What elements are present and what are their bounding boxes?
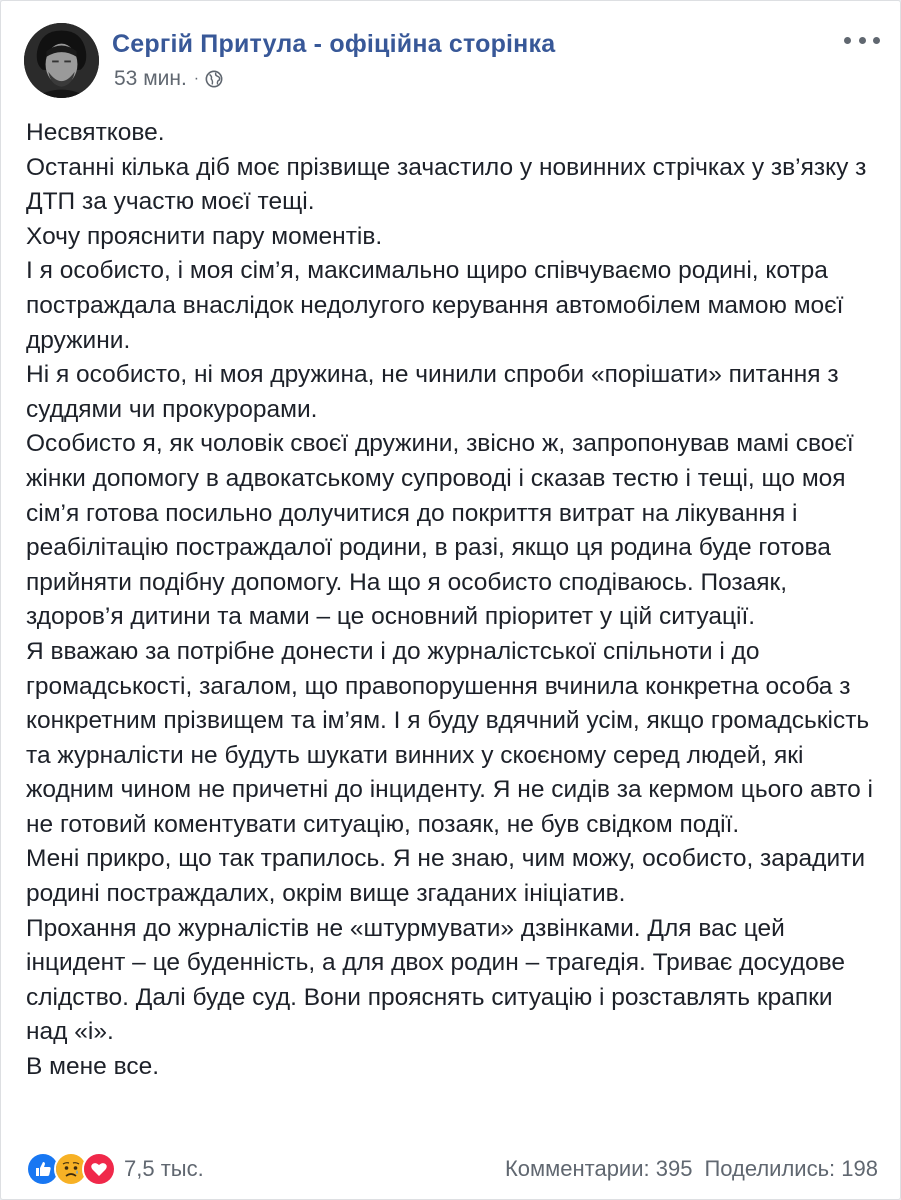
reaction-count[interactable]: 7,5 тыс. xyxy=(124,1156,204,1181)
post-paragraph: Хочу прояснити пару моментів. xyxy=(26,222,383,250)
menu-dot xyxy=(873,37,880,44)
post-paragraph: Несвяткове. xyxy=(26,119,165,146)
post-body xyxy=(26,116,876,1085)
reactions-summary[interactable] xyxy=(26,1152,204,1186)
avatar-photo xyxy=(24,23,99,98)
author-avatar[interactable] xyxy=(24,23,99,98)
post-timestamp[interactable]: 53 мин. xyxy=(114,67,187,90)
more-options-icon[interactable] xyxy=(844,31,880,49)
post-paragraph: І я особисто, і моя сім’я, максимально щиро співчуваємо родині, котра постраждала внаслідок недолугого керування автомобілем мамою моєї дружини. xyxy=(26,257,844,354)
post-meta xyxy=(114,67,223,91)
globe-icon xyxy=(205,70,223,88)
menu-dot xyxy=(859,37,866,44)
author-name-link[interactable]: Сергій Притула - офіційна сторінка xyxy=(112,30,556,58)
meta-separator: · xyxy=(193,70,200,87)
post-paragraph: Мені прикро, що так трапилось. Я не знаю, чим можу, особисто, зарадити родині постраждалих, окрім вище згаданих ініціатив. xyxy=(26,845,866,908)
post-paragraph: Останні кілька діб моє прізвище зачастило у новинних стрічках у зв’язку з ДТП за участю моєї тещі. xyxy=(26,153,867,216)
post-paragraph: Я вважаю за потрібне донести і до журналістської спільноти і до громадськості, загалом, що правопорушення вчинила конкретна особа з конкретним прізвищем та ім’ям. І я буду вдячний усім, якщо громадськість та журналісти не будуть шукати винних у скоєному серед людей, які жодним чином не причетні до інциденту. Я не сидів за кермом цього авто і не готовий коментувати ситуацію, позаяк, не був свідком події. xyxy=(26,637,873,838)
engagement-counts xyxy=(505,1156,878,1182)
post-paragraph: Прохання до журналістів не «штурмувати» дзвінками. Для вас цей інцидент – це буденність, а для двох родин – трагедія. Триває досудове слідство. Далі буде суд. Вони прояснять ситуацію і розставлять крапки над «і». xyxy=(26,914,846,1046)
menu-dot xyxy=(844,37,851,44)
comments-count-link[interactable]: Комментарии: 395 xyxy=(504,1156,693,1181)
post-footer xyxy=(26,1149,878,1189)
post-paragraph: Особисто я, як чоловік своєї дружини, звісно ж, запропонував мамі своєї жінки допомогу в адвокатському супроводі і сказав тестю і тещі, що моя сім’я готова посильно долучитися до покриття витрат на лікування і реабілітацію постраждалої родини, в разі, якщо ця родина буде готова прийняти подібну допомогу. На що я особисто сподіваюсь. Позаяк, здоров’я дитини та мами – це основний пріоритет у цій ситуації. xyxy=(26,430,854,631)
love-icon xyxy=(82,1152,116,1186)
post-header xyxy=(24,21,880,101)
post-paragraph: Ні я особисто, ні моя дружина, не чинили спроби «порішати» питання з суддями чи прокурорами. xyxy=(26,361,839,423)
shares-count-link[interactable]: Поделились: 198 xyxy=(704,1156,878,1181)
post-paragraph: В мене все. xyxy=(26,1053,160,1081)
